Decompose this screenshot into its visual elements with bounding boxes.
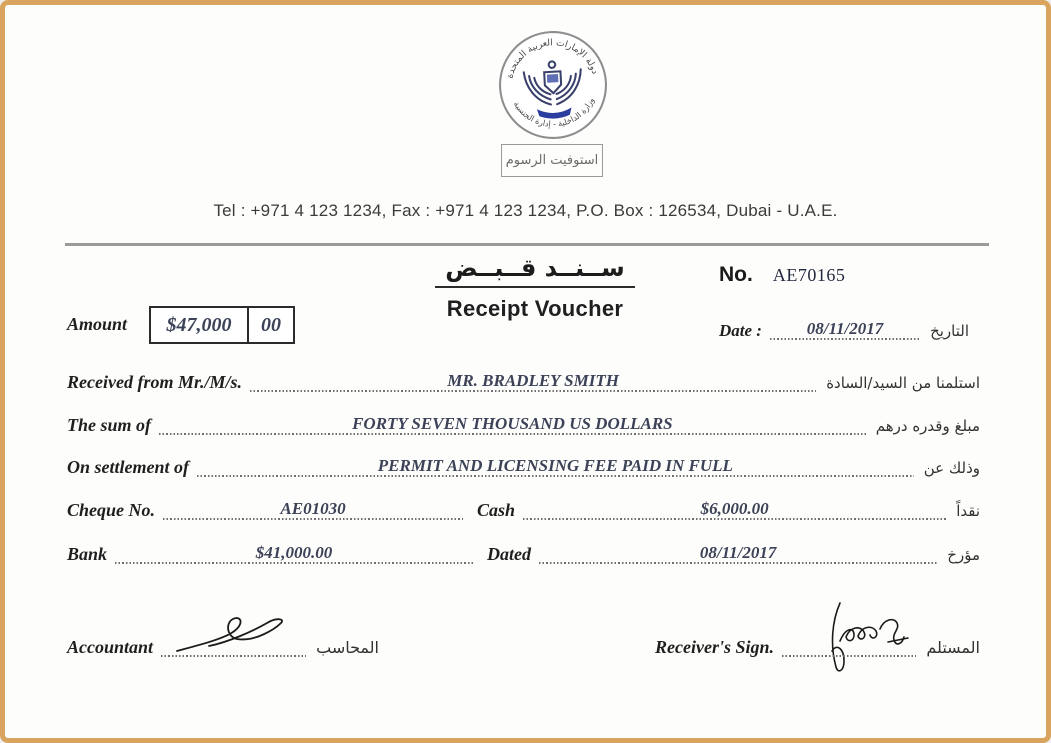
settlement-row bbox=[67, 445, 980, 479]
amount-row bbox=[67, 306, 295, 344]
settlement-field bbox=[197, 445, 914, 479]
voucher-number-value: AE70165 bbox=[772, 265, 846, 285]
date-row bbox=[719, 308, 969, 342]
cheque-no-value: AE01030 bbox=[280, 499, 346, 518]
sum-of-row bbox=[67, 403, 980, 437]
bank-label: Bank bbox=[67, 544, 108, 565]
dotted-line bbox=[782, 655, 916, 657]
bank-dated-row bbox=[67, 532, 980, 566]
receiver-signature-field bbox=[782, 625, 916, 659]
cheque-no-label: Cheque No. bbox=[67, 500, 156, 521]
bank-value: $41,000.00 bbox=[255, 543, 333, 562]
sum-of-label-arabic: مبلغ وقدره درهم bbox=[875, 417, 980, 435]
date-value: 08/11/2017 bbox=[806, 319, 884, 338]
receiver-label: Receiver's Sign. bbox=[655, 637, 774, 658]
dated-value: 08/11/2017 bbox=[699, 543, 777, 562]
sum-of-field bbox=[159, 403, 866, 437]
fees-collected-text: استوفيت الرسوم bbox=[505, 153, 599, 168]
cash-label-arabic: نقداً bbox=[956, 502, 980, 520]
uae-ministry-seal bbox=[494, 26, 612, 144]
voucher-number-row bbox=[719, 263, 845, 287]
receiver-label-arabic: المستلم bbox=[926, 637, 980, 657]
fees-collected-stamp bbox=[501, 144, 603, 177]
dated-label: Dated bbox=[487, 544, 532, 565]
dotted-line bbox=[115, 562, 473, 564]
date-field bbox=[770, 308, 920, 342]
amount-box bbox=[149, 306, 295, 344]
received-from-row bbox=[67, 360, 980, 394]
settlement-value: PERMIT AND LICENSING FEE PAID IN FULL bbox=[377, 456, 733, 475]
dotted-line bbox=[523, 518, 946, 520]
header-divider bbox=[65, 243, 989, 246]
date-label: Date : bbox=[719, 321, 762, 341]
date-label-arabic: التاريخ bbox=[930, 322, 969, 340]
received-from-value: MR. BRADLEY SMITH bbox=[447, 371, 619, 390]
dotted-line bbox=[159, 433, 866, 435]
accountant-label-arabic: المحاسب bbox=[316, 637, 379, 657]
received-from-field bbox=[250, 360, 816, 394]
title-english: Receipt Voucher bbox=[446, 296, 624, 321]
number-label: No. bbox=[719, 263, 753, 286]
cash-field bbox=[523, 488, 946, 522]
title-arabic: ســنــد قــبــض bbox=[390, 254, 680, 288]
received-from-label: Received from Mr./M/s. bbox=[67, 372, 242, 393]
settlement-label-arabic: وذلك عن bbox=[923, 459, 980, 477]
cheque-cash-row bbox=[67, 488, 980, 522]
dotted-line bbox=[250, 390, 816, 392]
contact-line: Tel : +971 4 123 1234, Fax : +971 4 123 1234, P.O. Box : 126534, Dubai - U.A.E. bbox=[213, 201, 838, 220]
dotted-line bbox=[163, 518, 463, 520]
cash-label: Cash bbox=[477, 500, 516, 521]
cash-value: $6,000.00 bbox=[700, 499, 769, 518]
dotted-line bbox=[770, 338, 920, 340]
dotted-line bbox=[161, 655, 306, 657]
receiver-row bbox=[655, 625, 980, 659]
amount-cents: 00 bbox=[261, 313, 282, 336]
accountant-row bbox=[67, 625, 379, 659]
bank-field bbox=[115, 532, 473, 566]
seal-top-text: دولة الإمارات العربية المتحدة bbox=[504, 37, 601, 80]
sum-of-label: The sum of bbox=[67, 415, 152, 436]
amount-value: $47,000 bbox=[151, 308, 249, 342]
dated-label-arabic: مؤرخ bbox=[947, 546, 980, 564]
accountant-label: Accountant bbox=[67, 637, 154, 658]
dotted-line bbox=[539, 562, 937, 564]
accountant-signature bbox=[171, 611, 291, 659]
cheque-no-field bbox=[163, 488, 463, 522]
dated-field bbox=[539, 532, 937, 566]
receiver-signature bbox=[794, 599, 924, 675]
accountant-signature-field bbox=[161, 625, 306, 659]
sum-of-value: FORTY SEVEN THOUSAND US DOLLARS bbox=[352, 414, 673, 433]
dotted-line bbox=[197, 475, 914, 477]
settlement-label: On settlement of bbox=[67, 457, 189, 478]
amount-label: Amount bbox=[67, 313, 128, 334]
seal-bottom-text: وزارة الداخلية - إدارة الجنسية bbox=[511, 95, 597, 129]
received-from-label-arabic: استلمنا من السيد/السادة bbox=[826, 374, 980, 392]
